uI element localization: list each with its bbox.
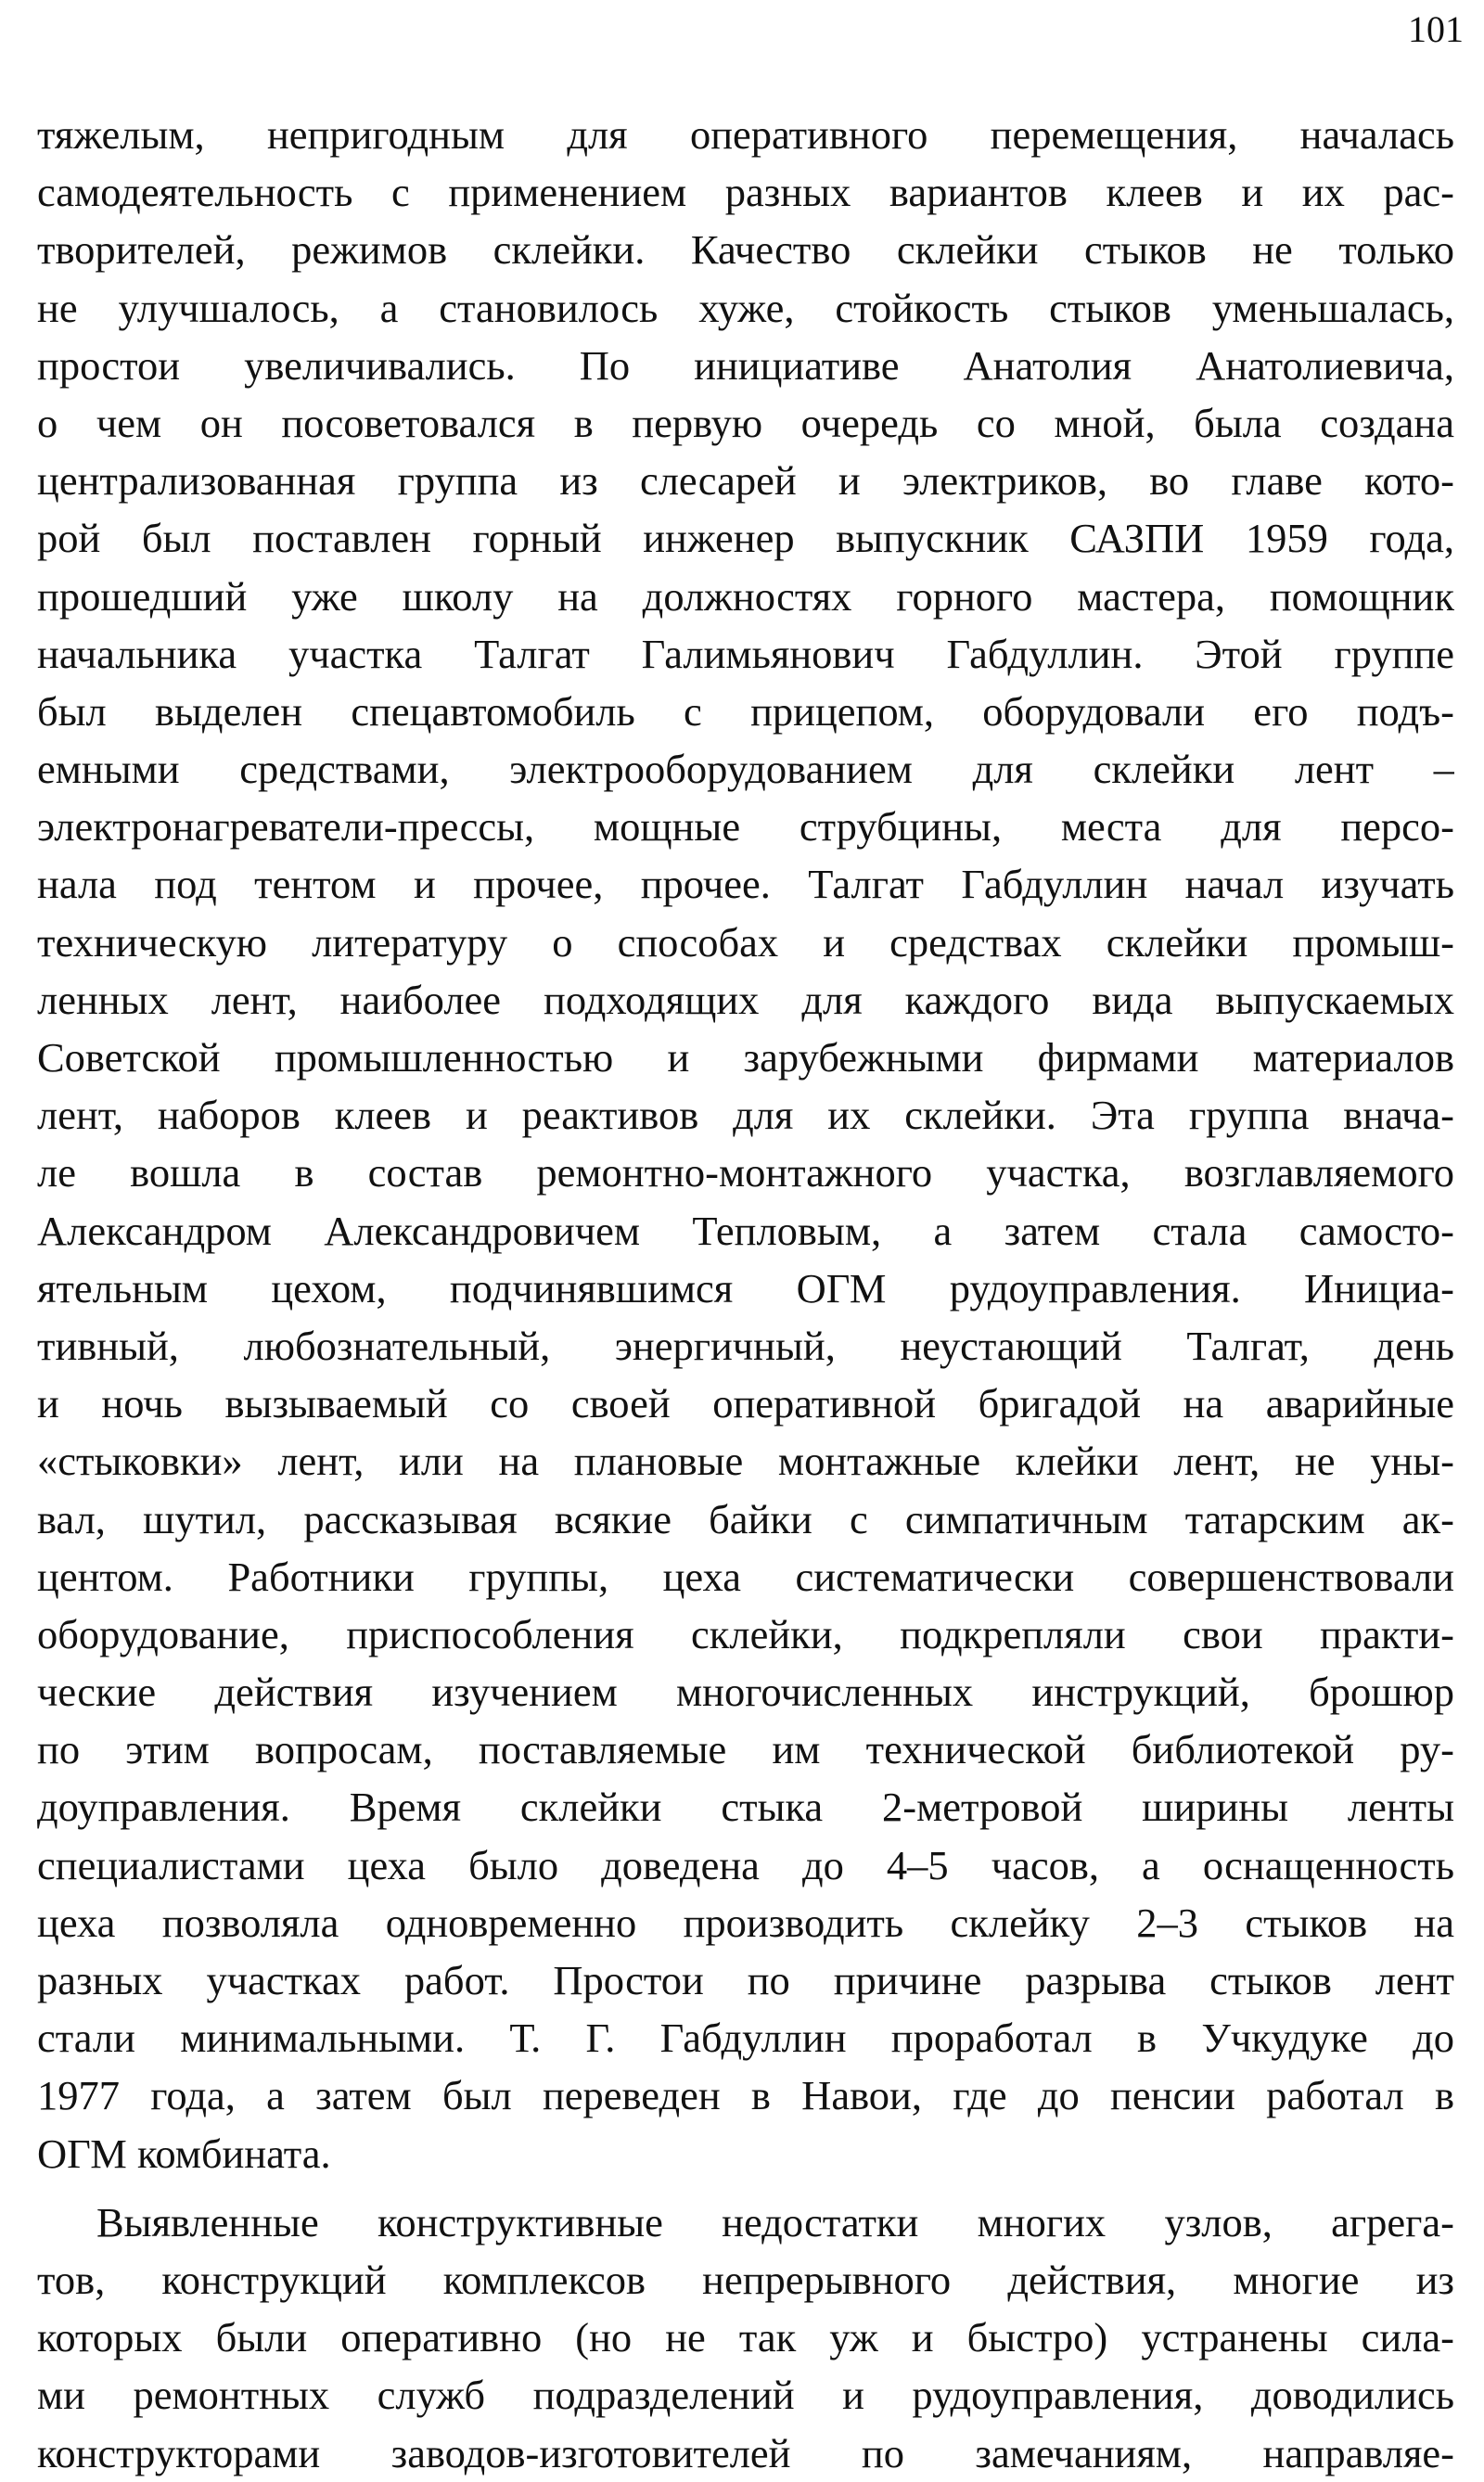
text-line: Выявленные конструктивные недостатки многих узлов, агрега- [96,2198,1454,2245]
text-line: ческие действия изучением многочисленных инструкций, брошюр [37,1669,1454,1716]
text-line: о чем он посоветовался в первую очередь со мной, была создана [37,399,1454,446]
text-line: рой был поставлен горный инженер выпускник САЗПИ 1959 года, [37,515,1454,562]
paragraph-gap [37,2182,1454,2194]
text-line: центом. Работники группы, цеха систематически совершенствовали [37,1553,1454,1600]
text-line: ленных лент, наиболее подходящих для каждого вида выпускаемых [37,976,1454,1023]
text-line: прошедший уже школу на должностях горного мастера, помощник [37,572,1454,620]
text-line: 1977 года, а затем был переведен в Навои, где до пенсии работал в [37,2072,1454,2119]
text-line: тивный, любознательный, энергичный, неустающий Талгат, день [37,1322,1454,1369]
text-line: был выделен спецавтомобиль с прицепом, оборудовали его подъ- [37,687,1454,735]
text-line: конструкторами заводов-изготовителей по замечаниям, направляе- [37,2429,1454,2476]
text-line: техническую литературу о способах и средствах склейки промыш- [37,918,1454,966]
text-line: начальника участка Талгат Галимьянович Габдуллин. Этой группе [37,630,1454,677]
text-line: и ночь вызываемый со своей оперативной бригадой на аварийные [37,1380,1454,1427]
text-line: нала под тентом и прочее, прочее. Талгат Габдуллин начал изучать [37,861,1454,908]
text-line: доуправления. Время склейки стыка 2-метровой ширины ленты [37,1784,1454,1831]
text-line: специалистами цеха было доведена до 4–5 часов, а оснащенность [37,1841,1454,1888]
text-line: оборудование, приспособления склейки, подкрепляли свои практи- [37,1610,1454,1657]
text-line: стали минимальными. Т. Г. Габдуллин проработал в Учкудуке до [37,2015,1454,2062]
paragraph [37,2194,1454,2482]
text-line: централизованная группа из слесарей и электриков, во главе кото- [37,457,1454,505]
text-line: творителей, режимов склейки. Качество склейки стыков не только [37,226,1454,274]
text-line: не улучшалось, а становилось хуже, стойкость стыков уменьшалась, [37,284,1454,331]
text-line: ми ремонтных служб подразделений и рудоуправления, доводились [37,2372,1454,2419]
page-number: 101 [1408,8,1464,50]
text-line: вал, шутил, рассказывая всякие байки с симпатичным татарским ак- [37,1495,1454,1542]
text-line: «стыковки» лент, или на плановые монтажные клейки лент, не уны- [37,1438,1454,1485]
text-line: ле вошла в состав ремонтно-монтажного участка, возглавляемого [37,1149,1454,1196]
text-line: цеха позволяла одновременно производить склейку 2–3 стыков на [37,1899,1454,1946]
text-line: ОГМ комбината. [37,2130,331,2177]
text-line: простои увеличивались. По инициативе Анатолия Анатолиевича, [37,341,1454,389]
text-line: Александром Александровичем Тепловым, а затем стала самосто- [37,1207,1454,1254]
text-line: разных участках работ. Простои по причине разрыва стыков лент [37,1957,1454,2003]
text-line: самодеятельность с применением разных вариантов клеев и их рас- [37,169,1454,216]
text-line: по этим вопросам, поставляемые им технической библиотекой ру- [37,1726,1454,1773]
paragraphs [37,106,1454,2482]
text-line: тов, конструкций комплексов непрерывного действия, многие из [37,2256,1454,2303]
document-body [37,106,1454,2482]
paragraph [37,106,1454,2182]
text-line: электронагреватели-прессы, мощные струбцины, места для персо- [37,803,1454,851]
text-line: ятельным цехом, подчинявшимся ОГМ рудоуправления. Инициа- [37,1264,1454,1311]
text-line: которых были оперативно (но не так уж и быстро) устранены сила- [37,2314,1454,2361]
text-line: лент, наборов клеев и реактивов для их склейки. Эта группа внача- [37,1092,1454,1139]
text-line: тяжелым, непригодным для оперативного перемещения, началась [37,111,1454,158]
text-line: емными средствами, электрооборудованием для склейки лент – [37,746,1454,793]
text-line: Советской промышленностью и зарубежными фирмами материалов [37,1034,1454,1081]
